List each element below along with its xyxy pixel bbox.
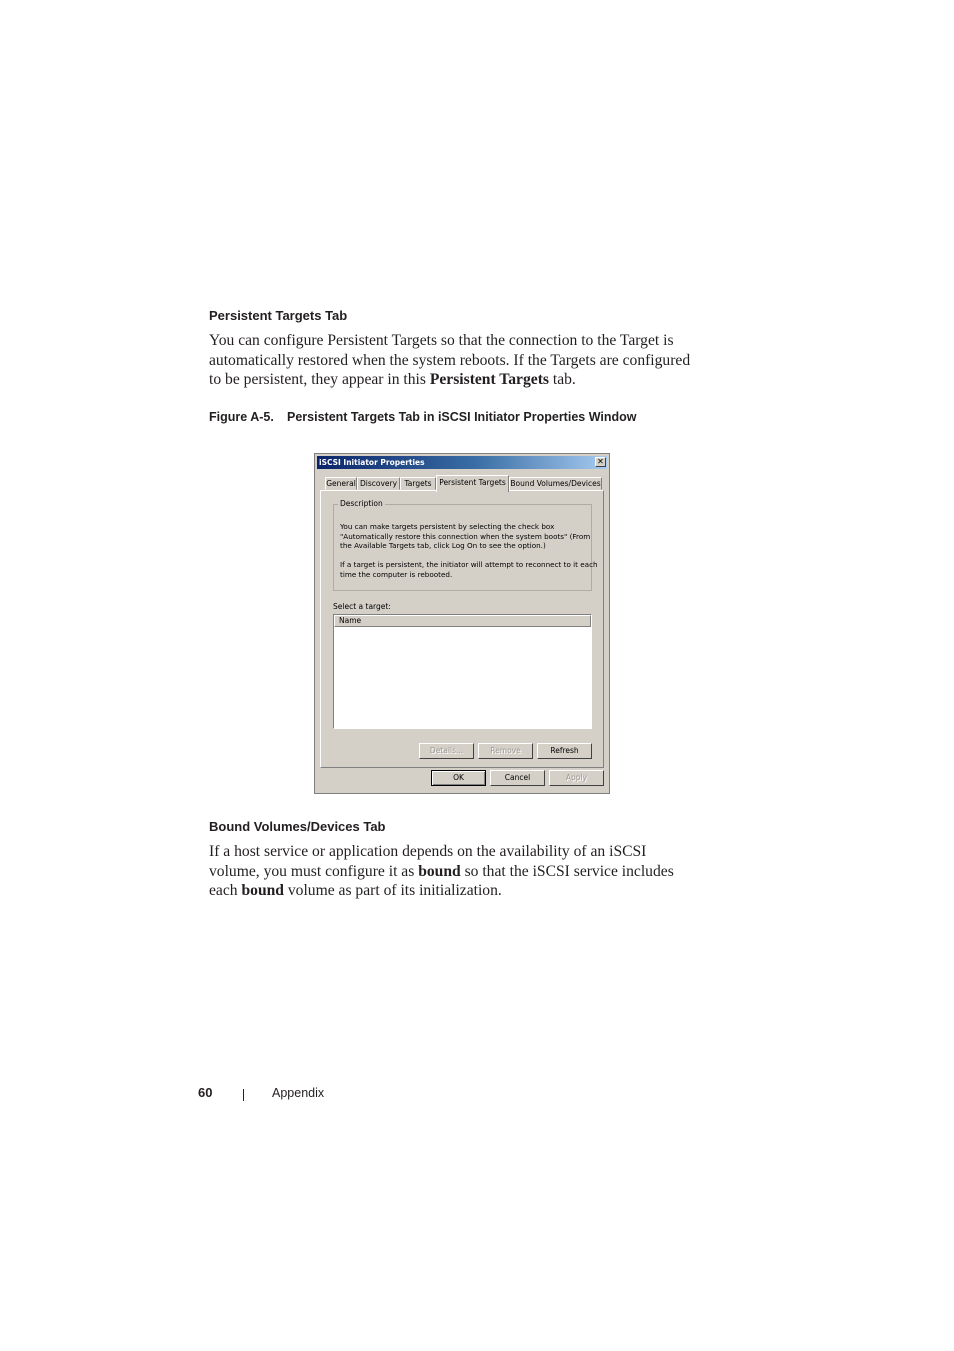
description-text: You can make targets persistent by selecting the check box "Automatically restore this connection when the system boots" (From the Available Targets tab, click Log On to see the option.) If a target is persistent, the initiator will attempt to reconnect to it each time the computer is rebooted. [340, 522, 598, 579]
page-number: 60 [198, 1085, 213, 1100]
dialog-title: iSCSI Initiator Properties [319, 458, 425, 467]
paragraph-line: to be persistent, they appear in this Persistent Targets tab. [209, 371, 576, 388]
remove-button[interactable]: Remove [478, 743, 533, 759]
close-icon[interactable]: ✕ [595, 457, 606, 467]
ok-button[interactable]: OK [431, 770, 486, 786]
tab-discovery[interactable]: Discovery [357, 477, 400, 490]
iscsi-properties-dialog [314, 453, 610, 794]
paragraph-persistent-targets [209, 331, 729, 390]
paragraph-line: You can configure Persistent Targets so that the connection to the Target is [209, 332, 674, 349]
footer-section-label: Appendix [272, 1086, 325, 1100]
section-heading-bound-volumes: Bound Volumes/Devices Tab [209, 819, 386, 834]
footer-separator [243, 1089, 244, 1101]
paragraph-line: If a host service or application depends on the availability of an iSCSI [209, 843, 647, 860]
figure-number: Figure A-5. [209, 410, 274, 424]
apply-button[interactable]: Apply [549, 770, 604, 786]
column-header-name[interactable]: Name [334, 615, 591, 627]
tab-bound-volumes-devices[interactable]: Bound Volumes/Devices [510, 479, 601, 488]
paragraph-bound-volumes [209, 842, 729, 901]
refresh-button[interactable]: Refresh [537, 743, 592, 759]
tab-targets[interactable]: Targets [400, 477, 436, 490]
description-label: Description [340, 499, 383, 508]
select-target-label: Select a target: [333, 602, 391, 611]
figure-title: Persistent Targets Tab in iSCSI Initiator Properties Window [287, 410, 637, 424]
description-group [333, 499, 598, 591]
bold-term: Persistent Targets [429, 371, 549, 388]
section-heading-persistent-targets: Persistent Targets Tab [209, 308, 348, 323]
details-button[interactable]: Details... [419, 743, 474, 759]
persistent-targets-panel [320, 490, 604, 768]
figure-caption [209, 410, 636, 424]
paragraph-line: volume, you must configure it as bound so that the iSCSI service includes [209, 862, 674, 880]
bold-term: bound [418, 862, 461, 880]
target-list[interactable] [333, 614, 592, 729]
cancel-button[interactable]: Cancel [490, 770, 545, 786]
paragraph-line: automatically restored when the system reboots. If the Targets are configured [209, 351, 691, 369]
paragraph-line: each bound volume as part of its initialization. [209, 882, 502, 899]
tab-persistent-targets[interactable]: Persistent Targets [436, 475, 509, 492]
bold-term: bound [241, 882, 284, 899]
tab-general[interactable]: General [326, 479, 356, 488]
dialog-titlebar [317, 456, 607, 469]
